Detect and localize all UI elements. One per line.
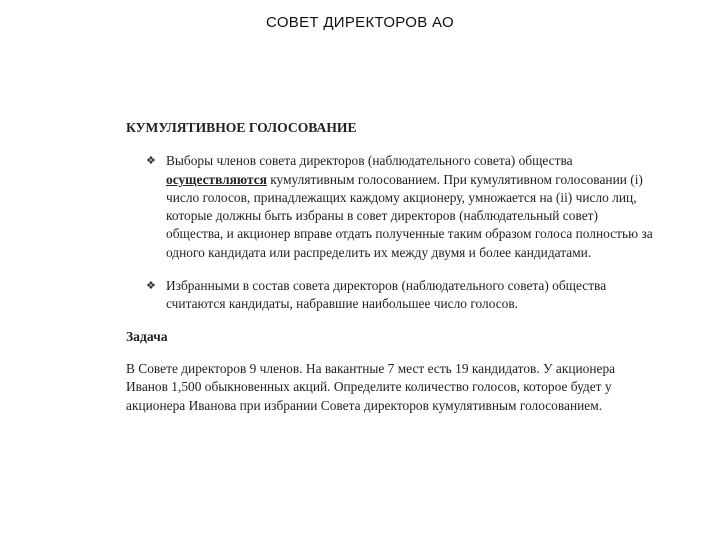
bullet-text-after: кумулятивным голосованием. При кумулятивном голосовании (i) число голосов, принадлежащих каждому акционеру, умножается на (ii) число лиц, которые должны быть избраны в совет директоров (наблюдательный совет) общества, и акционер вправе отдать полученные таким образом голоса полностью за одного кандидата или распределить их между двумя и более кандидатами.	[166, 171, 653, 260]
task-text: В Совете директоров 9 членов. На вакантные 7 мест есть 19 кандидатов. У акционера Иванов 1,500 обыкновенных акций. Определите количество голосов, которое будет у акционера Иванова при избрании Совета директоров кумулятивным голосованием.	[126, 360, 616, 413]
diamond-bullet-icon: ❖	[146, 280, 156, 293]
bullet-text: Избранными в состав совета директоров (наблюдательного совета) общества считаются кандидаты, набравшие наибольшее число голосов.	[166, 278, 607, 312]
slide-title: СОВЕТ ДИРЕКТОРОВ АО	[266, 14, 454, 31]
bullet-list	[126, 152, 656, 313]
bullet-text	[166, 152, 656, 262]
bullet-text-emphasis: осуществляются	[166, 171, 267, 187]
section-heading: КУМУЛЯТИВНОЕ ГОЛОСОВАНИЕ	[126, 120, 357, 135]
bullet-text-before: Выборы членов совета директоров (наблюдательного совета) общества	[166, 153, 573, 169]
bullet-item	[126, 152, 656, 262]
bullet-item	[126, 277, 656, 314]
diamond-bullet-icon: ❖	[146, 155, 156, 168]
task-heading: Задача	[126, 328, 168, 344]
slide-content	[126, 119, 656, 415]
